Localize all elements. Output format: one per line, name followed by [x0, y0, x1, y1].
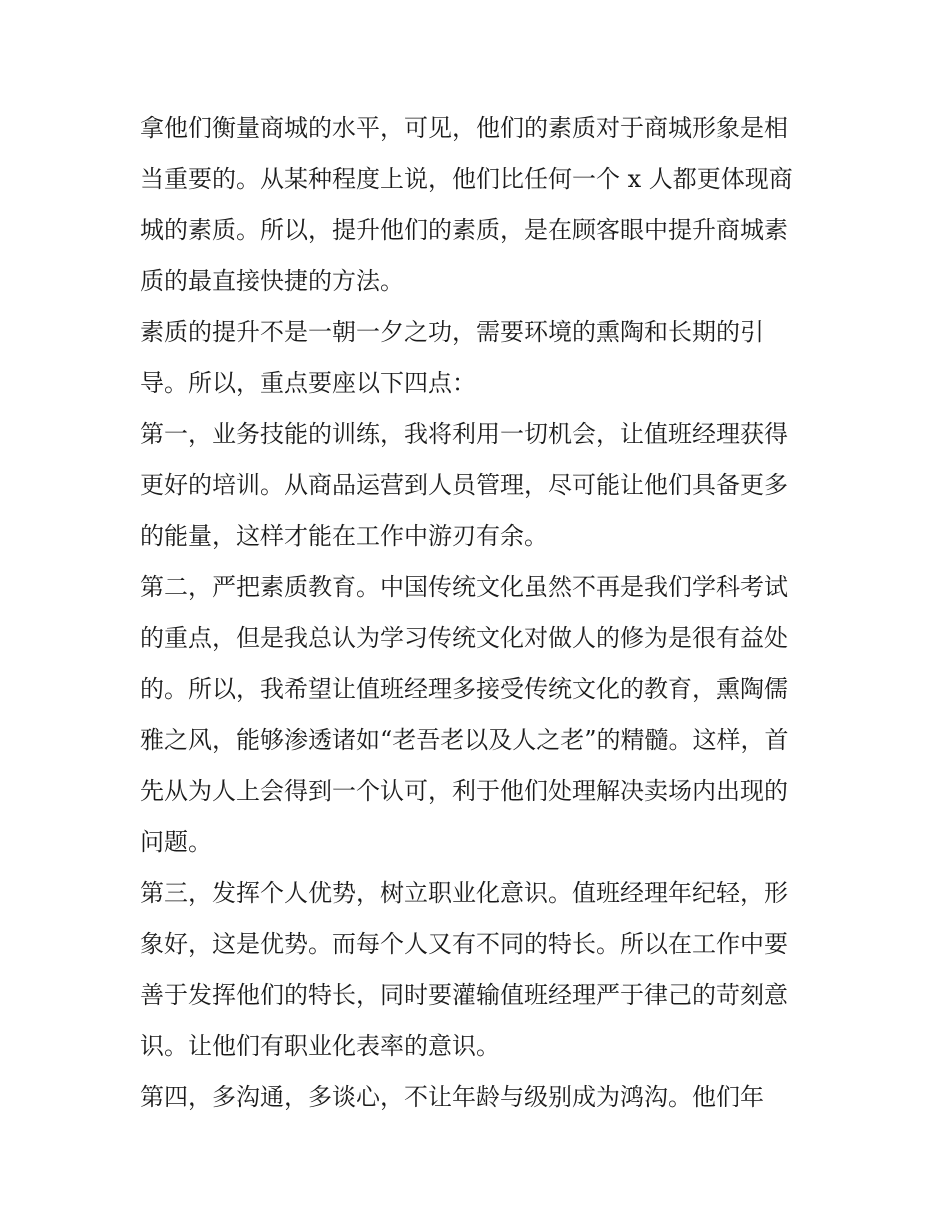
text-line: 的能量，这样才能在工作中游刃有余。 — [140, 522, 548, 550]
text-line: 素质的提升不是一朝一夕之功，需要环境的熏陶和长期的引 — [140, 318, 764, 346]
text-line: 拿他们衡量商城的水平，可见，他们的素质对于商城形象是相 — [140, 114, 788, 142]
text-line: 识。让他们有职业化表率的意识。 — [140, 1032, 500, 1060]
body-text — [140, 103, 820, 1123]
text-line: 第二，严把素质教育。中国传统文化虽然不再是我们学科考试 — [140, 573, 788, 601]
text-line: 先从为人上会得到一个认可，利于他们处理解决卖场内出现的 — [140, 777, 788, 805]
text-line: 的重点，但是我总认为学习传统文化对做人的修为是很有益处 — [140, 624, 788, 652]
text-line: 的。所以，我希望让值班经理多接受传统文化的教育，熏陶儒 — [140, 675, 788, 703]
text-line: 第四，多沟通，多谈心，不让年龄与级别成为鸿沟。他们年 — [140, 1083, 764, 1111]
text-line: 雅之风，能够渗透诸如“老吾老以及人之老”的精髓。这样，首 — [140, 726, 789, 754]
text-line: 质的最直接快捷的方法。 — [140, 267, 404, 295]
text-line: 象好，这是优势。而每个人又有不同的特长。所以在工作中要 — [140, 930, 788, 958]
text-line: 第一，业务技能的训练，我将利用一切机会，让值班经理获得 — [140, 420, 788, 448]
text-line: 城的素质。所以，提升他们的素质，是在顾客眼中提升商城素 — [140, 216, 788, 244]
text-line: 更好的培训。从商品运营到人员管理，尽可能让他们具备更多 — [140, 471, 788, 499]
text-line: 问题。 — [140, 828, 212, 856]
text-line: 当重要的。从某种程度上说，他们比任何一个 x 人都更体现商 — [140, 165, 793, 193]
text-line: 第三，发挥个人优势，树立职业化意识。值班经理年纪轻，形 — [140, 879, 788, 907]
text-line: 善于发挥他们的特长，同时要灌输值班经理严于律己的苛刻意 — [140, 981, 788, 1009]
text-line: 导。所以，重点要座以下四点： — [140, 369, 476, 397]
